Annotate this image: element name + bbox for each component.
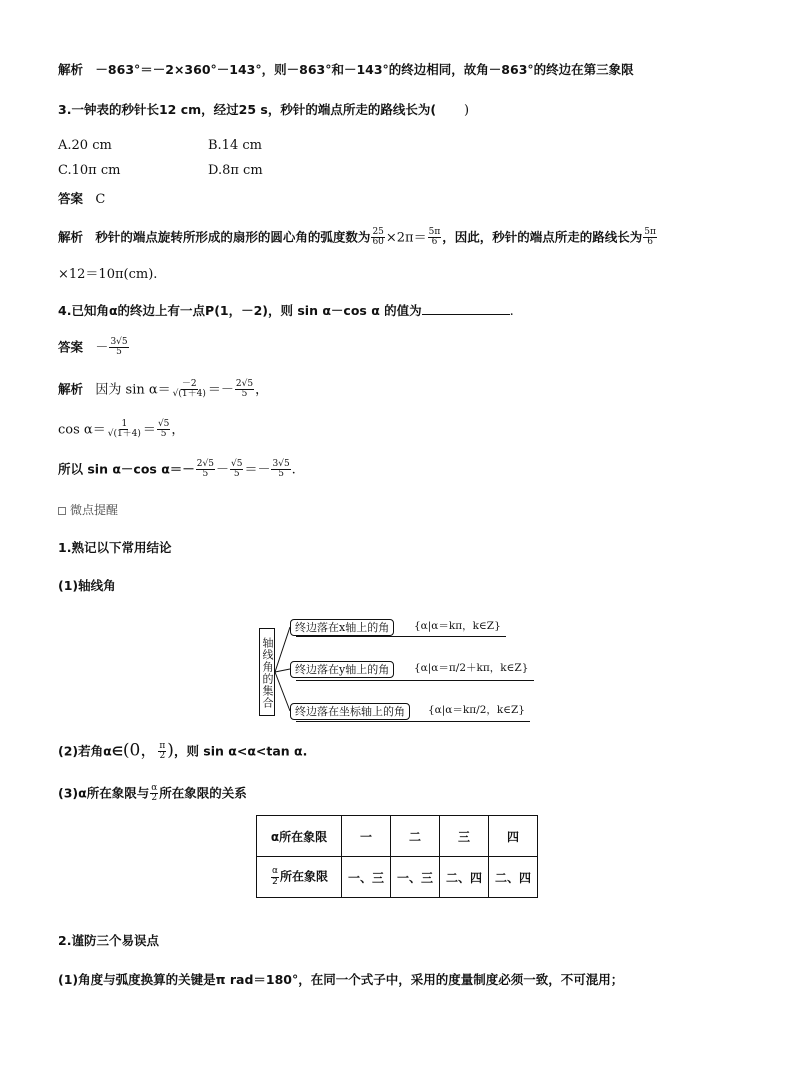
analysis-label: 解析 — [58, 62, 84, 77]
underline — [296, 636, 506, 637]
table-cell: 一 — [342, 816, 391, 857]
q3-stem-close: ) — [464, 103, 470, 118]
fraction: $\frac{-2}{√(1+4)}$ — [172, 379, 206, 400]
diagram-row-axes-set: {α|α＝kπ/2，k∈Z} — [428, 704, 525, 716]
diagram-row-x-set: {α|α＝kπ，k∈Z} — [414, 620, 501, 632]
diagram-side-label: 轴线角的集合 — [259, 628, 275, 716]
quadrant-table — [256, 815, 538, 898]
note-icon — [58, 507, 66, 515]
table-cell: 二、四 — [489, 857, 538, 898]
section-1-title: 1.熟记以下常用结论 — [58, 540, 172, 555]
diagram-row-y-label: 终边落在y轴上的角 — [290, 661, 394, 678]
section-2-title: 2.谨防三个易误点 — [58, 933, 159, 948]
underline — [296, 680, 534, 681]
q3-analysis-text: 秒针的端点旋转所形成的扇形的圆心角的弧度数为 — [95, 229, 371, 245]
diagram-row-y-set: {α|α＝π/2＋kπ，k∈Z} — [414, 662, 529, 674]
fraction: $\frac{3√5}{5}$ — [272, 459, 290, 480]
fraction: $\frac{2√5}{5}$ — [196, 459, 214, 480]
q3-stem-text: 3.一钟表的秒针长12 cm，经过25 s，秒针的端点所走的路线长为( — [58, 102, 437, 117]
analysis-label: 解析 — [58, 229, 84, 245]
axis-angle-diagram — [256, 614, 536, 726]
tips-heading: 微点提醒 — [58, 504, 118, 516]
fraction: $\frac{3√5}{5}$ — [110, 337, 128, 358]
q3-analysis-cont: ×12＝10π(cm). — [58, 267, 158, 282]
fraction: $\frac{5\pi}{6}$ — [644, 227, 656, 248]
fraction: $\frac{√5}{5}$ — [157, 419, 170, 440]
diagram-row-axes-label: 终边落在坐标轴上的角 — [290, 703, 410, 720]
section-1-2: (2)若角α∈(0， $\frac{\pi}{2}$ )，则 sin α<α<tan α. — [58, 740, 308, 762]
q3-option-a: A.20 cm — [58, 138, 112, 153]
q4-analysis-3: 所以 sin α－cos α＝－ $\frac{2√5}{5}$ － $\frac{√5}{5}$ ＝－ $\frac{3√5}{5}$ . — [58, 459, 296, 480]
table-header-cell: $\frac{\alpha}{2}$ 所在象限 — [257, 857, 342, 898]
answer-label: 答案 — [58, 191, 84, 206]
fraction: $\frac{\pi}{2}$ — [159, 741, 166, 762]
q4-stem-text: 4.已知角α的终边上有一点P(1，－2)，则 sin α－cos α 的值为 — [58, 303, 422, 318]
q4-answer: 答案 － $\frac{3√5}{5}$ — [58, 337, 128, 358]
q3-answer-value: C — [95, 192, 106, 207]
question-3-stem — [58, 104, 469, 117]
section-1-1-title: (1)轴线角 — [58, 578, 116, 593]
fraction: $\frac{√5}{5}$ — [231, 459, 243, 480]
q3-analysis: 解析 秒针的端点旋转所形成的扇形的圆心角的弧度数为 $\frac{25}{60}$ ×2π＝ $\frac{5\pi}{6}$ ，因此，秒针的端点所走的路线长为 $\frac{5\pi}{6}$ — [58, 227, 656, 248]
table-row — [257, 816, 538, 857]
table-cell: 一、三 — [391, 857, 440, 898]
table-cell: 四 — [489, 816, 538, 857]
answer-label: 答案 — [58, 339, 84, 355]
q3-option-b: B.14 cm — [208, 138, 262, 153]
analysis-text: －863°＝－2×360°－143°，则－863°和－143°的终边相同，故角－863°的终边在第三象限 — [95, 62, 634, 77]
table-cell: 三 — [440, 816, 489, 857]
fraction: $\frac{25}{60}$ — [372, 227, 384, 248]
question-4-stem: 4.已知角α的终边上有一点P(1，－2)，则 sin α－cos α 的值为 . — [58, 303, 514, 319]
underline — [296, 721, 530, 722]
analysis-label: 解析 — [58, 381, 84, 397]
table-row — [257, 857, 538, 898]
answer-blank — [422, 302, 510, 315]
q3-answer — [58, 193, 105, 206]
section-2-1: (1)角度与弧度换算的关键是π rad＝180°，在同一个式子中，采用的度量制度必须一致，不可混用； — [58, 972, 624, 987]
q4-analysis-2: cos α＝ $\frac{1}{√(1+4)}$ ＝ $\frac{√5}{5}$ ， — [58, 419, 185, 440]
fraction: $\frac{2√5}{5}$ — [235, 379, 254, 400]
analysis-line-1 — [58, 64, 634, 77]
table-cell: 二、四 — [440, 857, 489, 898]
q3-option-c: C.10π cm — [58, 163, 121, 178]
table-header-cell: α所在象限 — [257, 816, 342, 857]
fraction: $\frac{5\pi}{6}$ — [428, 227, 441, 248]
table-cell: 一、三 — [342, 857, 391, 898]
fraction: $\frac{\alpha}{2}$ — [151, 783, 158, 804]
table-cell: 二 — [391, 816, 440, 857]
section-1-3: (3)α所在象限与 $\frac{\alpha}{2}$ 所在象限的关系 — [58, 783, 247, 804]
q4-analysis-1: 解析 因为 sin α＝ $\frac{-2}{√(1+4)}$ ＝－ $\frac{2√5}{5}$ ， — [58, 379, 269, 400]
fraction: $\frac{1}{√(1+4)}$ — [107, 419, 141, 440]
q3-option-d: D.8π cm — [208, 163, 263, 178]
diagram-row-x-label: 终边落在x轴上的角 — [290, 619, 394, 636]
